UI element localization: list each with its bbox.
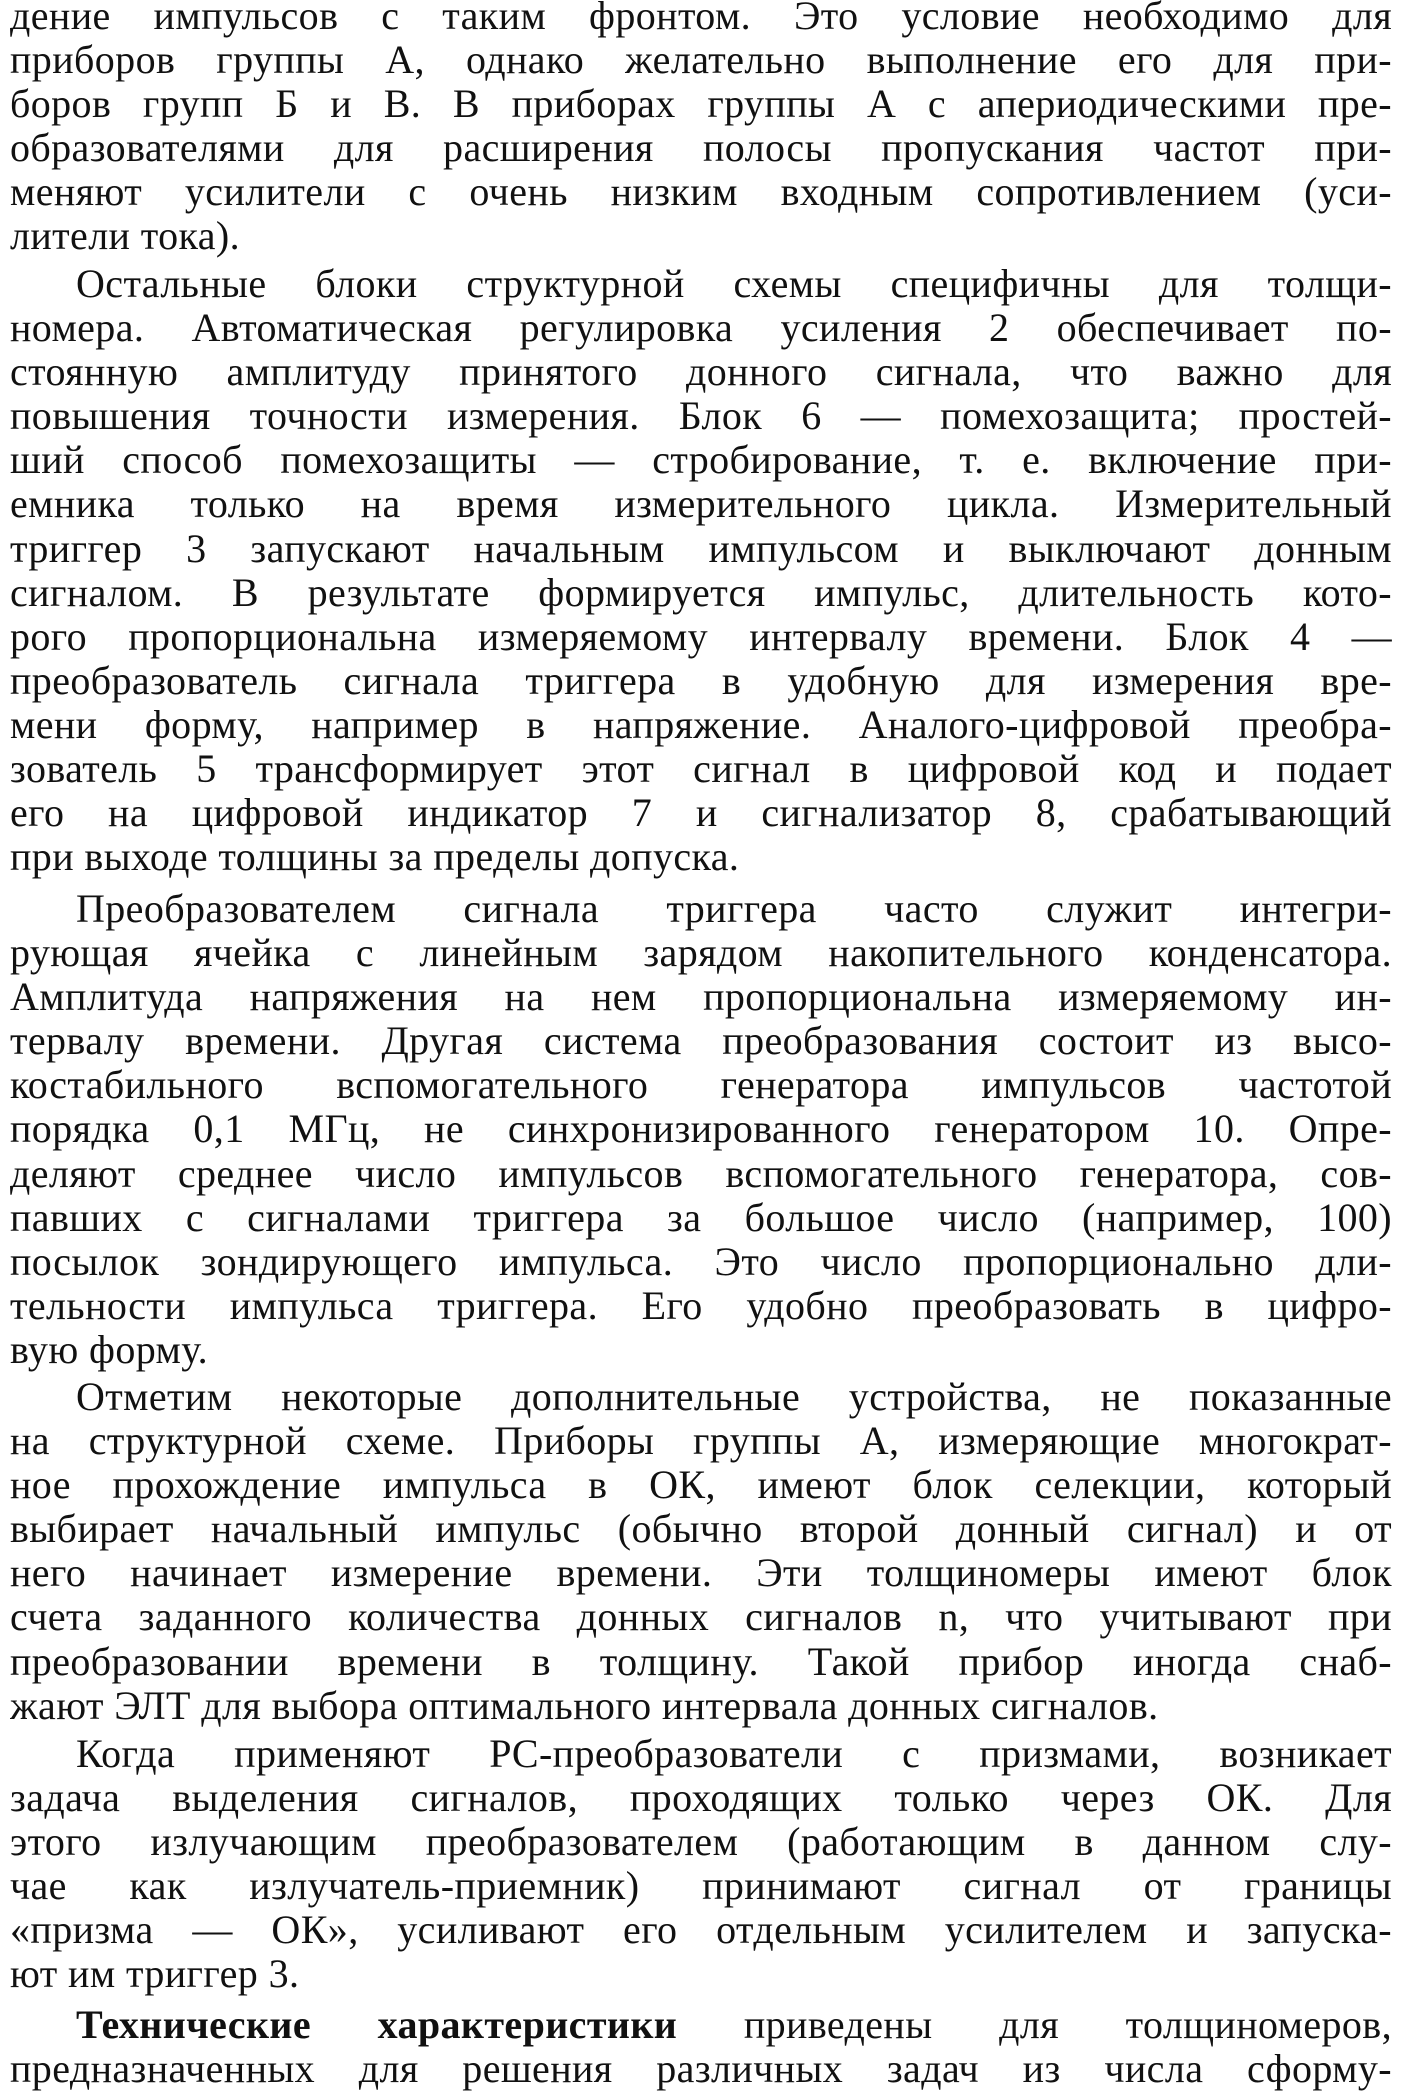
text-line: ют им триггер 3. <box>10 1952 300 1997</box>
text-line: ное прохождение импульса в ОК, имеют блок селекции, который <box>10 1463 1392 1508</box>
text-line: костабильного вспомогательного генератора импульсов частотой <box>10 1063 1392 1108</box>
text-line: при выходе толщины за пределы допуска. <box>10 835 740 880</box>
text-line: сигналом. В результате формируется импульс, длительность кото- <box>10 570 1392 615</box>
text-line: чае как излучатель-приемник) принимают сигнал от границы <box>10 1864 1392 1909</box>
text-line: стоянную амплитуду принятого донного сигнала, что важно для <box>10 350 1392 395</box>
text-line: Амплитуда напряжения на нем пропорциональна измеряемому ин- <box>10 975 1392 1020</box>
paragraph-3 <box>10 887 1392 1372</box>
text-line: образователями для расширения полосы пропускания частот при- <box>10 126 1392 171</box>
paragraph-5 <box>10 1732 1392 1997</box>
text-line: тервалу времени. Другая система преобразования состоит из высо- <box>10 1019 1392 1064</box>
text-line: выбирает начальный импульс (обычно второй донный сигнал) и от <box>10 1507 1392 1552</box>
text-line: боров групп Б и В. В приборах группы А с апериодическими пре- <box>10 82 1392 127</box>
text-line: жают ЭЛТ для выбора оптимального интервала донных сигналов. <box>10 1683 1159 1728</box>
text-line: приборов группы А, однако желательно выполнение его для при- <box>10 38 1392 83</box>
paragraph-6 <box>10 2003 1392 2091</box>
text-line: него начинает измерение времени. Эти толщиномеры имеют блок <box>10 1551 1392 1596</box>
text-line: рующая ячейка с линейным зарядом накопительного конденсатора. <box>10 931 1392 976</box>
text-line: павших с сигналами триггера за большое число (например, 100) <box>10 1195 1392 1240</box>
text-line: предназначенных для решения различных задач из числа сформу- <box>10 2047 1392 2092</box>
text-line: лители тока). <box>10 214 241 259</box>
text-line: триггер 3 запускают начальным импульсом и выключают донным <box>10 526 1392 571</box>
text-line: повышения точности измерения. Блок 6 — помехозащита; простей- <box>10 394 1392 439</box>
text-line: Преобразователем сигнала триггера часто служит интегри- <box>76 887 1392 931</box>
text-line: Остальные блоки структурной схемы специфичны для толщи- <box>76 262 1392 306</box>
text-line: его на цифровой индикатор 7 и сигнализатор 8, срабатывающий <box>10 791 1392 836</box>
paragraph-4 <box>10 1375 1392 1728</box>
text-line: счета заданного количества донных сигналов n, что учитывают при <box>10 1595 1392 1640</box>
text-line: рого пропорциональна измеряемому интервалу времени. Блок 4 — <box>10 614 1392 659</box>
text-line: дение импульсов с таким фронтом. Это условие необходимо для <box>10 0 1392 38</box>
text-run: приведены для толщиномеров, <box>677 2003 1392 2047</box>
paragraph-2 <box>10 262 1392 879</box>
text-line: преобразовании времени в толщину. Такой прибор иногда снаб- <box>10 1639 1392 1684</box>
text-line: номера. Автоматическая регулировка усиления 2 обеспечивает по- <box>10 306 1392 351</box>
text-line: мени форму, например в напряжение. Аналого-цифровой преобра- <box>10 702 1392 747</box>
text-line: деляют среднее число импульсов вспомогательного генератора, сов- <box>10 1151 1392 1196</box>
bold-lead-term: Технические характеристики <box>76 2003 678 2047</box>
text-line <box>10 2003 1392 2047</box>
text-line: «призма — ОК», усиливают его отдельным усилителем и запуска- <box>10 1908 1392 1953</box>
text-line: зователь 5 трансформирует этот сигнал в цифровой код и подает <box>10 747 1392 792</box>
text-line: Отметим некоторые дополнительные устройства, не показанные <box>76 1375 1392 1419</box>
text-line: этого излучающим преобразователем (работающим в данном слу- <box>10 1820 1392 1865</box>
text-line: меняют усилители с очень низким входным сопротивлением (уси- <box>10 170 1392 215</box>
text-line: задача выделения сигналов, проходящих только через ОК. Для <box>10 1776 1392 1821</box>
text-line: тельности импульса триггера. Его удобно преобразовать в цифро- <box>10 1283 1392 1328</box>
text-line: преобразователь сигнала триггера в удобную для измерения вре- <box>10 658 1392 703</box>
text-line: на структурной схеме. Приборы группы А, измеряющие многократ- <box>10 1419 1392 1464</box>
text-line: вую форму. <box>10 1327 209 1372</box>
text-line: ший способ помехозащиты — стробирование, т. е. включение при- <box>10 438 1392 483</box>
text-line: порядка 0,1 МГц, не синхронизированного генератором 10. Опре- <box>10 1107 1392 1152</box>
text-line: посылок зондирующего импульса. Это число пропорционально дли- <box>10 1239 1392 1284</box>
text-line: Когда применяют PC-преобразователи с призмами, возникает <box>76 1732 1392 1776</box>
paragraph-1 <box>10 0 1392 259</box>
text-line: емника только на время измерительного цикла. Измерительный <box>10 482 1392 527</box>
